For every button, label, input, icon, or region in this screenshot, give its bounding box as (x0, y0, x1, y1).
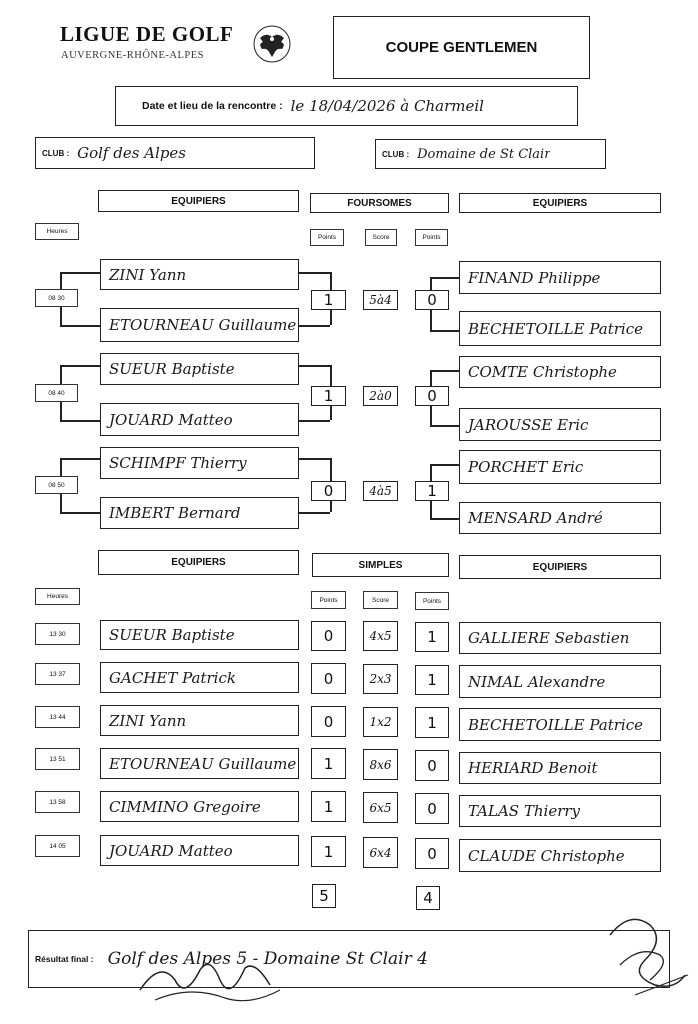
simple-left-points: 1 (311, 791, 346, 822)
cup-title: COUPE GENTLEMEN (333, 16, 590, 79)
final-result-box (28, 930, 670, 988)
foursome-left-player: ZINI Yann (100, 259, 299, 290)
foursome-left-points: 1 (311, 290, 346, 310)
foursome-score: 5à4 (363, 290, 398, 310)
eagle-crest-icon (252, 24, 292, 64)
simple-left-player: SUEUR Baptiste (100, 620, 299, 650)
simple-left-player: GACHET Patrick (100, 662, 299, 693)
simple-right-player: GALLIERE Sebastien (459, 622, 661, 654)
simple-left-points: 0 (311, 621, 346, 651)
foursomes-center-header: FOURSOMES (310, 193, 449, 213)
foursome-right-player: PORCHET Eric (459, 450, 661, 484)
simple-score: 6x5 (363, 792, 398, 823)
date-value: le 18/04/2026 à Charmeil (290, 97, 484, 115)
simple-time: 14 05 (35, 835, 80, 857)
foursome-time: 08 50 (35, 476, 78, 494)
simple-left-player: JOUARD Matteo (100, 835, 299, 866)
date-location-box (115, 86, 578, 126)
simple-score: 2x3 (363, 664, 398, 694)
club-right-value: Domaine de St Clair (417, 146, 551, 162)
foursome-right-points: 1 (415, 481, 449, 501)
simple-left-player: CIMMINO Gregoire (100, 791, 299, 822)
total-right-points: 4 (416, 886, 440, 910)
signature-right-icon (590, 905, 690, 1000)
foursomes-hours-label: Heures (35, 223, 79, 240)
simple-right-player: HERIARD Benoit (459, 752, 661, 784)
simple-left-points: 0 (311, 706, 346, 737)
simple-score: 1x2 (363, 707, 398, 737)
foursome-right-points: 0 (415, 386, 449, 406)
club-left-label: CLUB : (42, 148, 70, 158)
total-left-points: 5 (312, 884, 336, 908)
simples-hours-label: Heures (35, 588, 80, 605)
simple-right-points: 0 (415, 838, 449, 869)
simple-left-points: 1 (311, 748, 346, 779)
simples-right-points-label: Points (415, 592, 449, 610)
simples-left-points-label: Points (311, 591, 346, 609)
simples-right-header: EQUIPIERS (459, 555, 661, 579)
simples-left-header: EQUIPIERS (98, 550, 299, 575)
simple-left-points: 0 (311, 663, 346, 694)
league-title: LIGUE DE GOLF (60, 22, 234, 46)
simple-left-points: 1 (311, 836, 346, 867)
league-subtitle: AUVERGNE-RHÔNE-ALPES (61, 50, 204, 61)
foursome-time: 08 40 (35, 384, 78, 402)
foursome-score: 4à5 (363, 481, 398, 501)
foursome-left-player: SCHIMPF Thierry (100, 447, 299, 479)
foursome-left-player: SUEUR Baptiste (100, 353, 299, 385)
foursomes-left-header: EQUIPIERS (98, 190, 299, 212)
foursome-left-player: ETOURNEAU Guillaume (100, 308, 299, 342)
simples-score-label: Score (363, 591, 398, 609)
simple-score: 8x6 (363, 749, 398, 780)
simple-score: 4x5 (363, 621, 398, 651)
foursome-left-points: 1 (311, 386, 346, 406)
simple-left-player: ETOURNEAU Guillaume (100, 748, 299, 779)
date-label: Date et lieu de la rencontre : (142, 100, 283, 112)
simple-left-player: ZINI Yann (100, 705, 299, 736)
simple-right-player: CLAUDE Christophe (459, 839, 661, 872)
simple-right-player: NIMAL Alexandre (459, 665, 661, 698)
foursome-right-player: MENSARD André (459, 502, 661, 534)
final-result-label: Résultat final : (35, 954, 94, 964)
simple-right-points: 1 (415, 707, 449, 738)
foursomes-score-label: Score (365, 229, 397, 246)
foursome-right-player: COMTE Christophe (459, 356, 661, 388)
simple-time: 13 58 (35, 791, 80, 813)
foursome-left-player: IMBERT Bernard (100, 497, 299, 529)
foursome-right-points: 0 (415, 290, 449, 310)
simple-right-points: 1 (415, 665, 449, 695)
foursomes-right-points-label: Points (415, 229, 448, 246)
simple-right-points: 0 (415, 750, 449, 781)
foursome-left-player: JOUARD Matteo (100, 403, 299, 436)
simples-center-header: SIMPLES (312, 553, 449, 577)
club-right-label: CLUB : (382, 149, 410, 159)
simple-right-points: 1 (415, 622, 449, 652)
foursome-right-player: JAROUSSE Eric (459, 408, 661, 441)
simple-time: 13 37 (35, 663, 80, 685)
simple-time: 13 44 (35, 706, 80, 728)
foursomes-right-header: EQUIPIERS (459, 193, 661, 213)
foursome-score: 2à0 (363, 386, 398, 406)
simple-right-points: 0 (415, 793, 449, 824)
club-left-box (35, 137, 315, 169)
signature-left-icon (130, 940, 290, 1010)
simple-time: 13 30 (35, 623, 80, 645)
simple-right-player: TALAS Thierry (459, 795, 661, 827)
foursomes-left-points-label: Points (310, 229, 344, 246)
foursome-left-points: 0 (311, 481, 346, 501)
simple-score: 6x4 (363, 837, 398, 868)
simple-right-player: BECHETOILLE Patrice (459, 708, 661, 741)
foursome-time: 08 30 (35, 289, 78, 307)
foursome-right-player: FINAND Philippe (459, 261, 661, 294)
foursome-right-player: BECHETOILLE Patrice (459, 311, 661, 346)
club-left-value: Golf des Alpes (77, 144, 186, 162)
final-result-value: Golf des Alpes 5 - Domaine St Clair 4 (107, 949, 428, 969)
simple-time: 13 51 (35, 748, 80, 770)
club-right-box (375, 139, 606, 169)
